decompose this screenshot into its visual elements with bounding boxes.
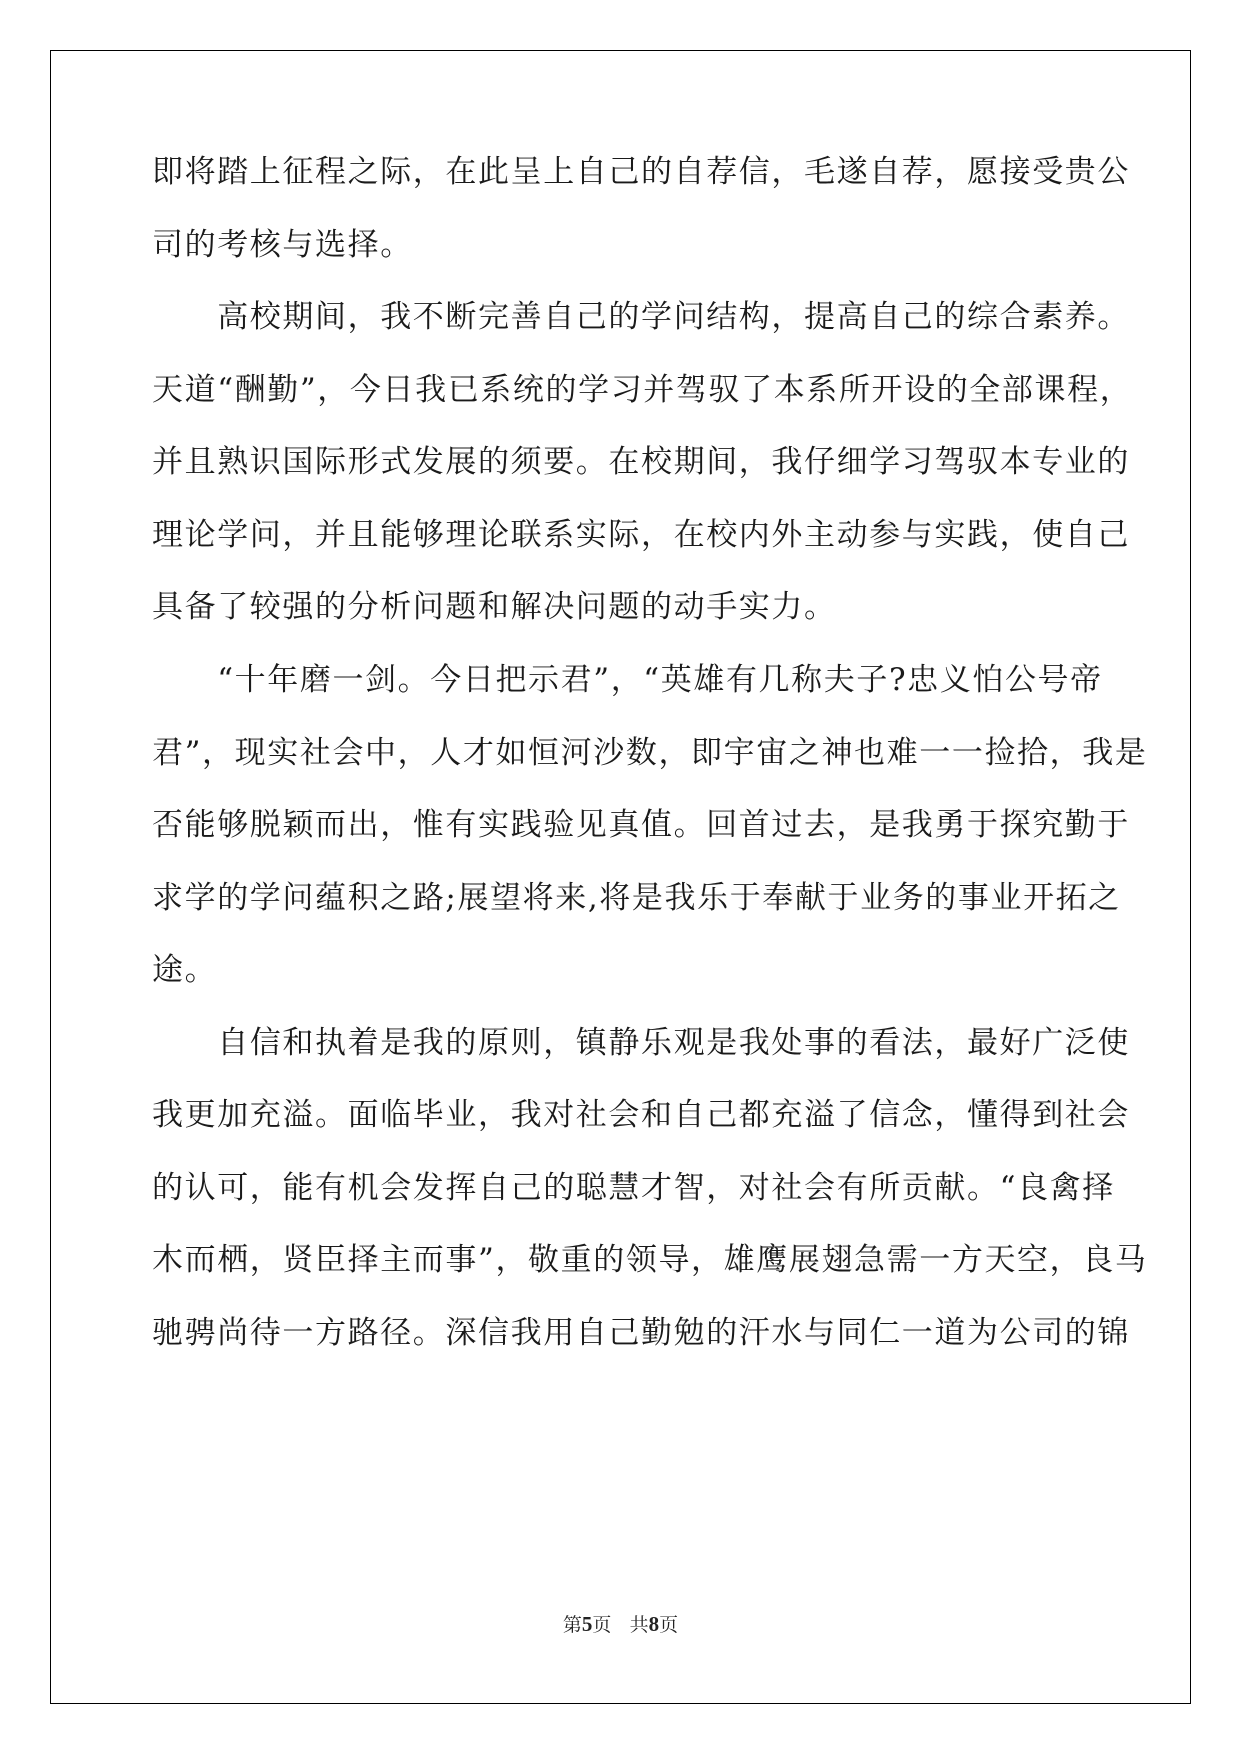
body-line: 司的考核与选择。 xyxy=(152,227,413,263)
body-line: 天道“酬勤”，今日我已系统的学习并驾驭了本系所开设的全部课程， xyxy=(152,372,1133,408)
total-pages-number: 8 xyxy=(648,1612,660,1636)
body-line: 即将踏上征程之际，在此呈上自己的自荐信，毛遂自荐，愿接受贵公 xyxy=(152,154,1130,190)
body-line: “十年磨一剑。今日把示君”，“英雄有几称夫子?忠义怕公号帝 xyxy=(152,662,1103,698)
body-line: 否能够脱颖而出，惟有实践验见真值。回首过去，是我勇于探究勤于 xyxy=(152,807,1130,843)
body-line: 途。 xyxy=(152,952,218,988)
body-line: 的认可，能有机会发挥自己的聪慧才智，对社会有所贡献。“良禽择 xyxy=(152,1170,1115,1206)
current-page-number: 5 xyxy=(581,1612,593,1636)
body-line: 理论学问，并且能够理论联系实际，在校内外主动参与实践，使自己 xyxy=(152,517,1130,553)
footer-total-suffix: 页 xyxy=(659,1614,679,1636)
body-line: 自信和执着是我的原则，镇静乐观是我处事的看法，最好广泛使 xyxy=(152,1025,1130,1061)
body-line: 高校期间，我不断完善自己的学问结构，提高自己的综合素养。 xyxy=(152,299,1130,335)
body-line: 木而栖，贤臣择主而事”，敬重的领导，雄鹰展翅急需一方天空，良马 xyxy=(152,1242,1148,1278)
page-footer xyxy=(0,1610,1241,1637)
body-line: 求学的学问蕴积之路;展望将来,将是我乐于奉献于业务的事业开拓之 xyxy=(152,880,1121,916)
body-line: 驰骋尚待一方路径。深信我用自己勤勉的汗水与同仁一道为公司的锦 xyxy=(152,1315,1130,1351)
footer-prefix: 第 xyxy=(562,1614,582,1636)
body-line: 并且熟识国际形式发展的须要。在校期间，我仔细学习驾驭本专业的 xyxy=(152,444,1130,480)
footer-page-suffix: 页 xyxy=(592,1614,612,1636)
body-line: 我更加充溢。面临毕业，我对社会和自己都充溢了信念，懂得到社会 xyxy=(152,1097,1130,1133)
body-line: 具备了较强的分析问题和解决问题的动手实力。 xyxy=(152,589,837,625)
body-line: 君”，现实社会中，人才如恒河沙数，即宇宙之神也难一一捡拾，我是 xyxy=(152,735,1148,771)
footer-total-prefix: 共 xyxy=(629,1614,649,1636)
